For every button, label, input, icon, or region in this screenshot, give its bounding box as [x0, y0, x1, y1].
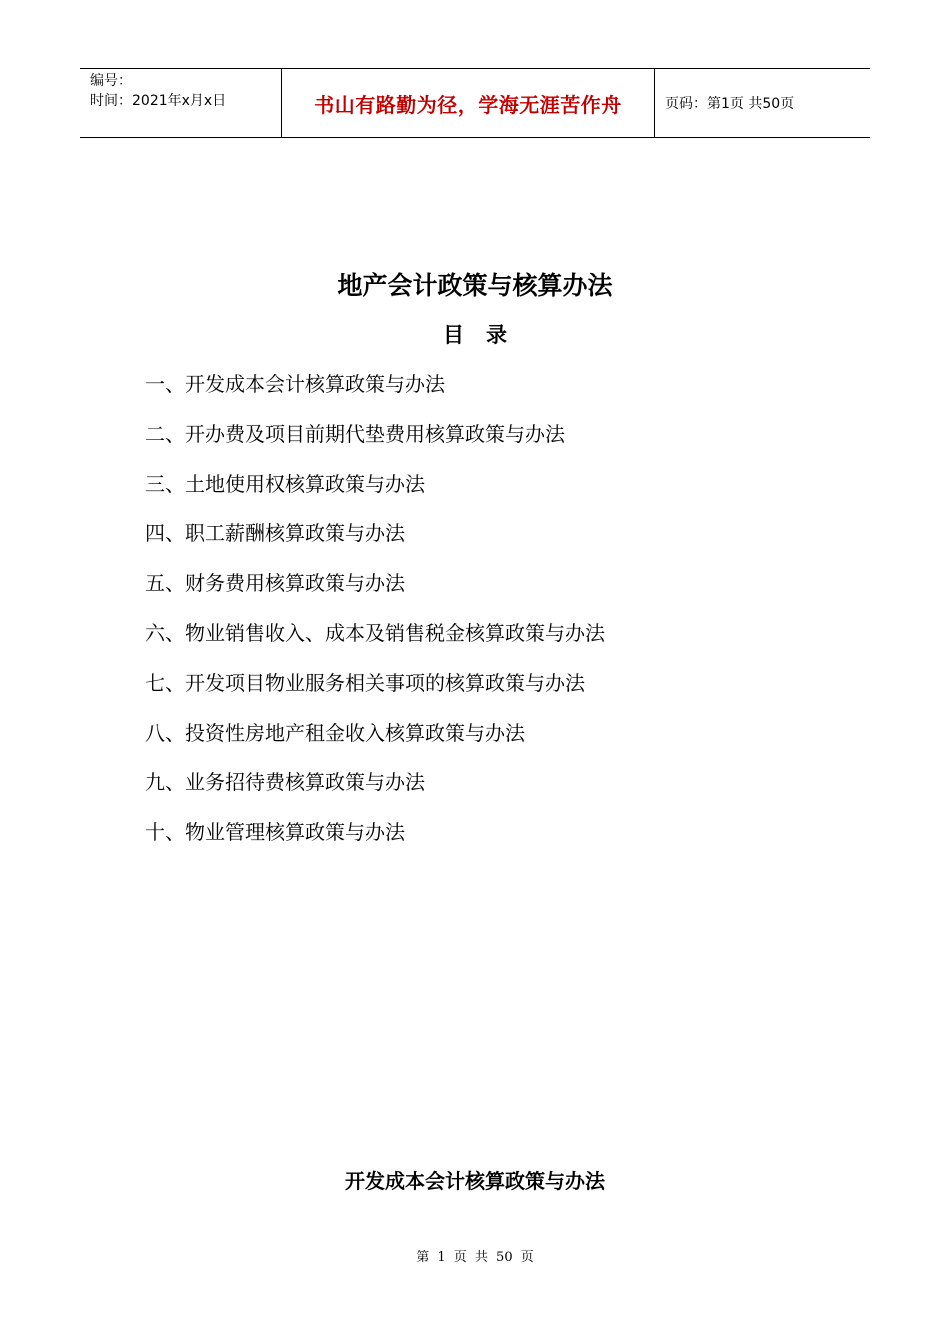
toc-item[interactable]: 八、投资性房地产租金收入核算政策与办法 [145, 720, 525, 745]
header-table [80, 68, 870, 138]
table-of-contents [145, 369, 605, 867]
toc-item[interactable]: 七、开发项目物业服务相关事项的核算政策与办法 [145, 670, 585, 695]
toc-item[interactable]: 六、物业销售收入、成本及销售税金核算政策与办法 [145, 620, 605, 645]
header-meta-cell [80, 69, 282, 137]
page-footer: 第 1 页 共 50 页 [416, 1250, 534, 1265]
document-title: 地产会计政策与核算办法 [337, 271, 613, 300]
page-info: 页码：第1页 共50页 [665, 96, 795, 112]
motto-text: 书山有路勤为径，学海无涯苦作舟 [314, 92, 622, 117]
toc-item[interactable]: 二、开办费及项目前期代垫费用核算政策与办法 [145, 421, 565, 446]
toc-item[interactable]: 三、土地使用权核算政策与办法 [145, 471, 425, 496]
toc-item[interactable]: 十、物业管理核算政策与办法 [145, 820, 405, 845]
time-label: 时间：2021年x月x日 [90, 93, 227, 109]
toc-item[interactable]: 五、财务费用核算政策与办法 [145, 571, 405, 596]
toc-heading: 目录 [443, 322, 529, 347]
section-title: 开发成本会计核算政策与办法 [345, 1169, 605, 1193]
toc-item[interactable]: 九、业务招待费核算政策与办法 [145, 770, 425, 795]
header-page-cell [655, 69, 870, 137]
toc-item[interactable]: 四、职工薪酬核算政策与办法 [145, 521, 405, 546]
number-label: 编号： [90, 73, 132, 89]
toc-item[interactable]: 一、开发成本会计核算政策与办法 [145, 372, 445, 396]
header-motto-cell [282, 69, 655, 137]
